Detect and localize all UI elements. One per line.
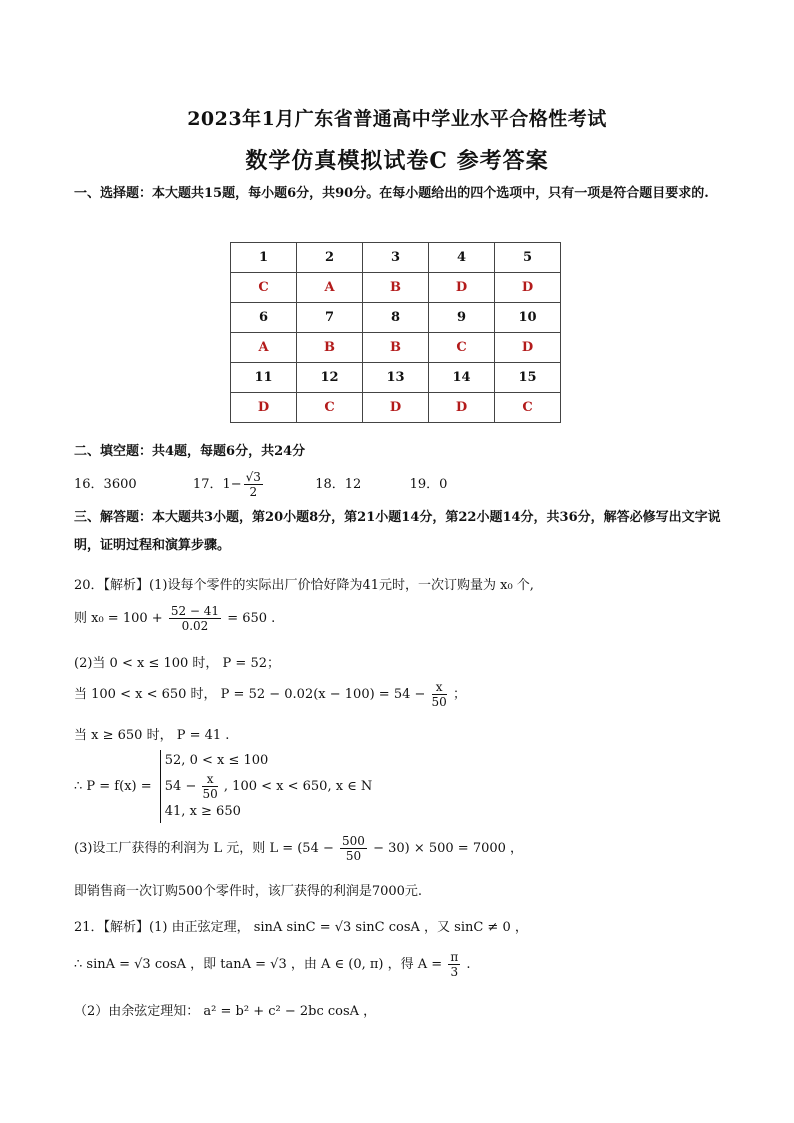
table-cell: 13	[363, 363, 429, 393]
answer-cell: A	[231, 333, 297, 363]
section2-heading: 二、填空题：共4题，每题6分，共24分	[74, 444, 306, 459]
table-cell: 12	[297, 363, 363, 393]
answer-cell: D	[495, 333, 561, 363]
answer-cell: D	[363, 393, 429, 423]
q21-line2: ∴ sinA = √3 cosA ，即 tanA = √3 ，由 A ∈ (0, π) ，得 A = $\frac{\pi}{3}$ .	[74, 950, 471, 979]
q20-line4: 当 100 < x < 650 时， P = 52 − 0.02(x − 100) = 54 − $\frac{x}{50}$ ；	[74, 680, 466, 709]
fraction: $\frac{x}{50}$	[431, 680, 447, 709]
q20-line3: (2)当 0 < x ≤ 100 时， P = 52；	[74, 656, 280, 671]
section3-heading: 三、解答题：本大题共3小题，第20小题8分，第21小题14分，第22小题14分，共36分，解答必修写出文字说明，证明过程和演算步骤。	[74, 510, 721, 553]
q20-line5: 当 x ≥ 650 时， P = 41 .	[74, 728, 230, 743]
fraction: $\frac{x}{50}$	[202, 772, 218, 801]
table-cell: 3	[363, 243, 429, 273]
fraction: $\frac{52 - 41}{0.02}$	[170, 604, 220, 633]
table-row	[231, 363, 561, 393]
fill-answers	[74, 470, 447, 499]
answer-cell: D	[495, 273, 561, 303]
page-title: 2023年1月广东省普通高中学业水平合格性考试	[187, 108, 607, 130]
table-cell: 15	[495, 363, 561, 393]
answer-table	[230, 242, 561, 423]
fraction: $\frac{\pi}{3}$	[450, 950, 459, 979]
table-cell: 1	[231, 243, 297, 273]
q21-line1: 21．【解析】(1) 由正弦定理， sinA sinC = √3 sinC cosA ，又 sinC ≠ 0 ，	[74, 920, 528, 935]
answer-cell: B	[363, 273, 429, 303]
q20-line7: 即销售商一次订购500个零件时，该厂获得的利润是7000元.	[74, 884, 423, 899]
answer-cell: D	[429, 273, 495, 303]
page-subtitle: 数学仿真模拟试卷C 参考答案	[245, 148, 549, 174]
answer-cell: B	[297, 333, 363, 363]
answer-17: 17．1−	[192, 477, 242, 492]
section1-heading: 一、选择题：本大题共15题，每小题6分，共90分。在每小题给出的四个选项中，只有一项是符合题目要求的.	[74, 186, 709, 201]
answer-cell: D	[429, 393, 495, 423]
answer-cell: D	[231, 393, 297, 423]
answer-cell: C	[429, 333, 495, 363]
answer-cell: A	[297, 273, 363, 303]
answer-cell: C	[297, 393, 363, 423]
table-row	[231, 303, 561, 333]
q21-line3: （2）由余弦定理知： a² = b² + c² − 2bc cosA ，	[74, 1004, 377, 1019]
piecewise-function: ∴ P = f(x) = 52, 0 < x ≤ 100 54 − $\frac{x}{50}$ , 100 < x < 650, x ∈ N 41, x ≥ 650	[74, 750, 372, 823]
fraction: $\frac{500}{50}$	[342, 834, 365, 863]
q20-line2: 则 x₀ = 100 + $\frac{52 - 41}{0.02}$ = 650 .	[74, 604, 276, 633]
table-cell: 8	[363, 303, 429, 333]
answer-19: 19．0	[409, 477, 448, 492]
cases-brace: 52, 0 < x ≤ 100 54 − $\frac{x}{50}$ , 100 < x < 650, x ∈ N 41, x ≥ 650	[160, 750, 373, 823]
answer-cell: C	[231, 273, 297, 303]
table-row	[231, 393, 561, 423]
answer-cell: B	[363, 333, 429, 363]
table-row	[231, 333, 561, 363]
table-cell: 11	[231, 363, 297, 393]
table-cell: 5	[495, 243, 561, 273]
table-cell: 9	[429, 303, 495, 333]
answer-16: 16．3600	[74, 477, 137, 492]
q20-line6: (3)设工厂获得的利润为 L 元，则 L = (54 − $\frac{500}{50}$ − 30) × 500 = 7000 ，	[74, 834, 524, 863]
table-cell: 2	[297, 243, 363, 273]
answer-18: 18．12	[315, 477, 362, 492]
table-row	[231, 273, 561, 303]
table-cell: 6	[231, 303, 297, 333]
table-cell: 7	[297, 303, 363, 333]
table-cell: 10	[495, 303, 561, 333]
q20-line1: 20．【解析】(1)设每个零件的实际出厂价恰好降为41元时，一次订购量为 x₀ 个,	[74, 578, 534, 593]
answer-cell: C	[495, 393, 561, 423]
table-cell: 4	[429, 243, 495, 273]
table-cell: 14	[429, 363, 495, 393]
fraction: $\frac{√3}{2}$	[245, 470, 261, 499]
table-row	[231, 243, 561, 273]
